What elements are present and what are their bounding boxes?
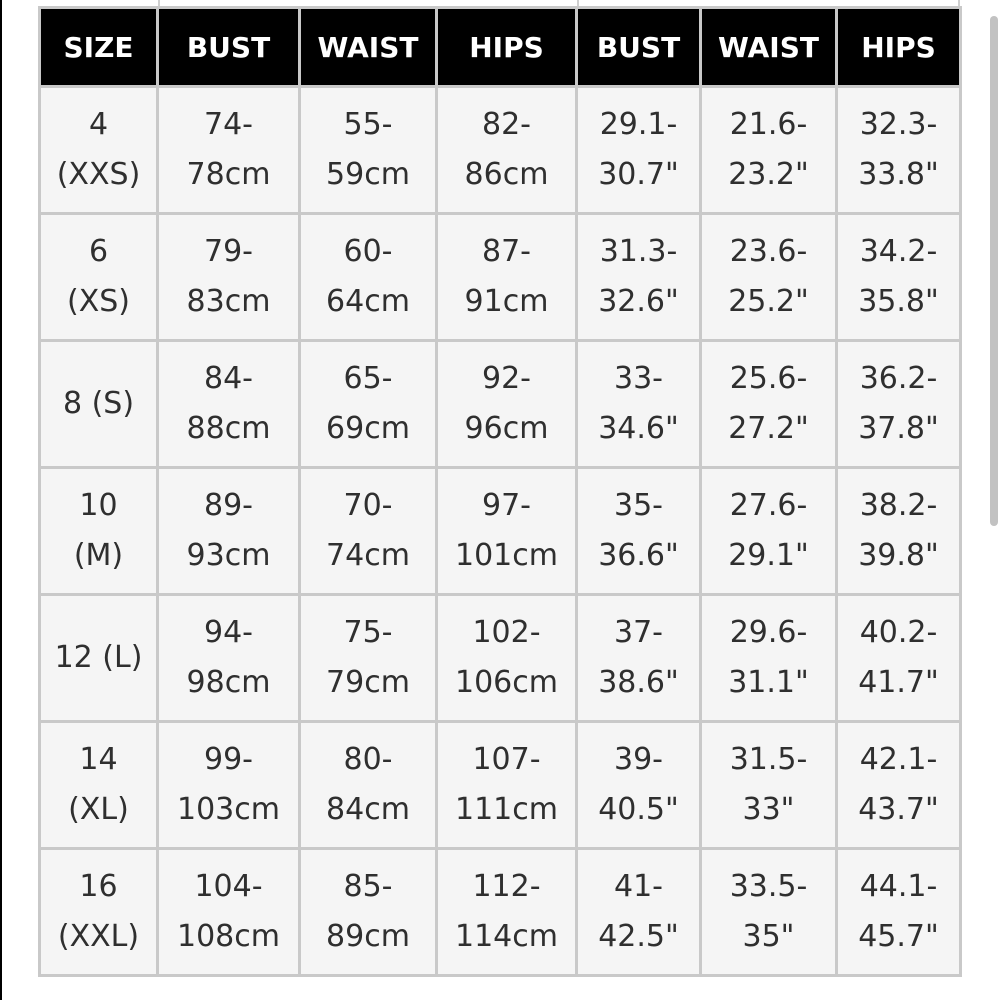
hips-cm-cell: 87- 91cm (437, 214, 577, 341)
waist-in-cell: 31.5- 33" (701, 722, 837, 849)
header-row (40, 8, 961, 87)
hips-cm-cell: 97- 101cm (437, 468, 577, 595)
bust-cm-cell: 79- 83cm (158, 214, 300, 341)
size-cell: 6 (XS) (40, 214, 158, 341)
hips-in-cell: 32.3- 33.8" (837, 87, 961, 214)
bust-in-cell: 35- 36.6" (577, 468, 701, 595)
hips-in-cell: 42.1- 43.7" (837, 722, 961, 849)
hips-cm-cell: 92- 96cm (437, 341, 577, 468)
waist-in-cell: 29.6- 31.1" (701, 595, 837, 722)
waist-in-cell: 33.5- 35" (701, 849, 837, 976)
hips-cm-cell: 102- 106cm (437, 595, 577, 722)
table-row (40, 468, 961, 595)
size-cell: 12 (L) (40, 595, 158, 722)
table-row (40, 214, 961, 341)
bust-in-cell: 33- 34.6" (577, 341, 701, 468)
hips-in-cell: 36.2- 37.8" (837, 341, 961, 468)
waist-cm-cell: 85- 89cm (300, 849, 437, 976)
header-bust-in: BUST (577, 8, 701, 87)
bust-cm-cell: 74- 78cm (158, 87, 300, 214)
waist-cm-cell: 70- 74cm (300, 468, 437, 595)
size-chart-table (38, 6, 962, 977)
bust-cm-cell: 89- 93cm (158, 468, 300, 595)
waist-in-cell: 27.6- 29.1" (701, 468, 837, 595)
bust-cm-cell: 99- 103cm (158, 722, 300, 849)
bust-cm-cell: 104- 108cm (158, 849, 300, 976)
header-bust-cm: BUST (158, 8, 300, 87)
hips-in-cell: 38.2- 39.8" (837, 468, 961, 595)
size-cell: 14 (XL) (40, 722, 158, 849)
header-size: SIZE (40, 8, 158, 87)
bust-in-cell: 31.3- 32.6" (577, 214, 701, 341)
waist-cm-cell: 75- 79cm (300, 595, 437, 722)
size-cell: 4 (XXS) (40, 87, 158, 214)
bust-in-cell: 41- 42.5" (577, 849, 701, 976)
waist-cm-cell: 60- 64cm (300, 214, 437, 341)
size-cell: 10 (M) (40, 468, 158, 595)
table-row (40, 722, 961, 849)
page-edge-rule (0, 0, 2, 1000)
bust-cm-cell: 84- 88cm (158, 341, 300, 468)
waist-in-cell: 21.6- 23.2" (701, 87, 837, 214)
hips-in-cell: 40.2- 41.7" (837, 595, 961, 722)
header-waist-in: WAIST (701, 8, 837, 87)
bust-in-cell: 37- 38.6" (577, 595, 701, 722)
header-hips-cm: HIPS (437, 8, 577, 87)
hips-cm-cell: 107- 111cm (437, 722, 577, 849)
table-row (40, 87, 961, 214)
waist-cm-cell: 55- 59cm (300, 87, 437, 214)
table-row (40, 849, 961, 976)
size-cell: 8 (S) (40, 341, 158, 468)
table-row (40, 341, 961, 468)
vertical-scrollbar[interactable] (990, 16, 998, 526)
header-waist-cm: WAIST (300, 8, 437, 87)
waist-cm-cell: 80- 84cm (300, 722, 437, 849)
waist-cm-cell: 65- 69cm (300, 341, 437, 468)
bust-in-cell: 29.1- 30.7" (577, 87, 701, 214)
waist-in-cell: 25.6- 27.2" (701, 341, 837, 468)
size-cell: 16 (XXL) (40, 849, 158, 976)
hips-in-cell: 44.1- 45.7" (837, 849, 961, 976)
hips-cm-cell: 112- 114cm (437, 849, 577, 976)
bust-in-cell: 39- 40.5" (577, 722, 701, 849)
header-hips-in: HIPS (837, 8, 961, 87)
table-row (40, 595, 961, 722)
hips-in-cell: 34.2- 35.8" (837, 214, 961, 341)
hips-cm-cell: 82- 86cm (437, 87, 577, 214)
waist-in-cell: 23.6- 25.2" (701, 214, 837, 341)
bust-cm-cell: 94- 98cm (158, 595, 300, 722)
